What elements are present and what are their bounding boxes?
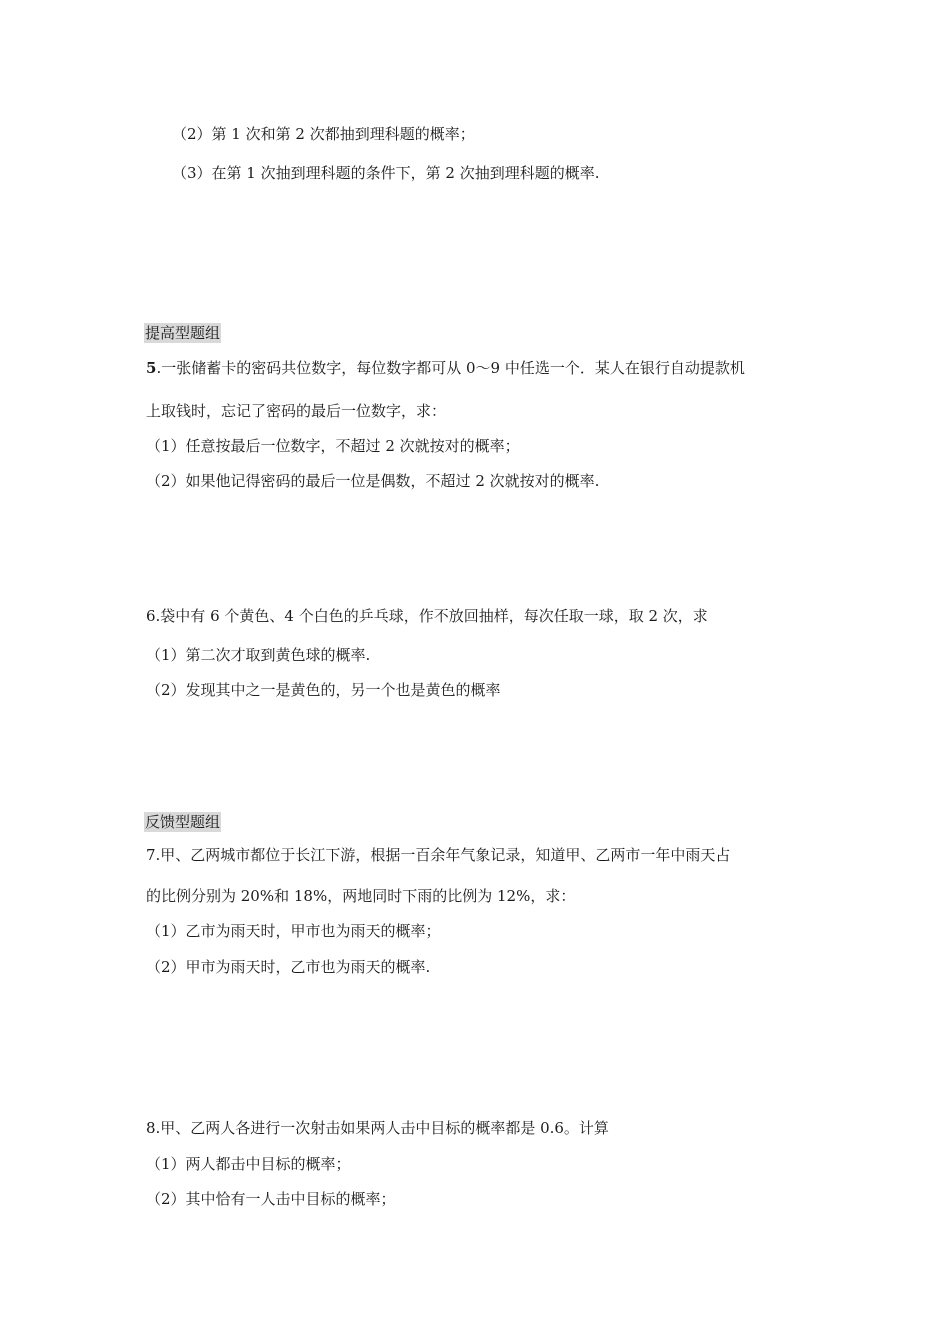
q5-stem-text: .一张储蓄卡的密码共位数字，每位数字都可从 0～9 中任选一个．某人在银行自动提款机 [156,359,745,377]
q5-part1: （1）任意按最后一位数字，不超过 2 次就按对的概率； [146,437,520,455]
q5-number: 5 [146,359,157,377]
q8-part2: （2）其中恰有一人击中目标的概率； [146,1190,396,1208]
q5-stem-line2: 上取钱时，忘记了密码的最后一位数字，求： [146,402,447,420]
q6-part1: （1）第二次才取到黄色球的概率. [146,646,371,664]
q7-part2: （2）甲市为雨天时，乙市也为雨天的概率. [146,958,431,976]
q5-part2: （2）如果他记得密码的最后一位是偶数，不超过 2 次就按对的概率. [146,472,600,490]
q7-stem-line2: 的比例分别为 20%和 18%，两地同时下雨的比例为 12%，求： [146,887,576,905]
section-heading-feedback: 反馈型题组 [145,813,221,831]
prev-question-part2: （2）第 1 次和第 2 次都抽到理科题的概率； [172,125,475,143]
section-heading-advanced: 提高型题组 [145,324,221,342]
q7-part1: （1）乙市为雨天时，甲市也为雨天的概率； [146,922,441,940]
prev-question-part3: （3）在第 1 次抽到理科题的条件下，第 2 次抽到理科题的概率. [172,164,600,182]
q6-part2: （2）发现其中之一是黄色的，另一个也是黄色的概率 [146,681,501,699]
q8-stem: 8.甲、乙两人各进行一次射击如果两人击中目标的概率都是 0.6。计算 [146,1119,609,1137]
q6-stem: 6.袋中有 6 个黄色、4 个白色的乒乓球，作不放回抽样，每次任取一球，取 2 次，求 [146,607,708,625]
q8-part1: （1）两人都击中目标的概率； [146,1155,351,1173]
q5-stem-line1 [146,358,745,378]
q7-stem-line1: 7.甲、乙两城市都位于长江下游，根据一百余年气象记录，知道甲、乙两市一年中雨天占 [146,846,731,864]
